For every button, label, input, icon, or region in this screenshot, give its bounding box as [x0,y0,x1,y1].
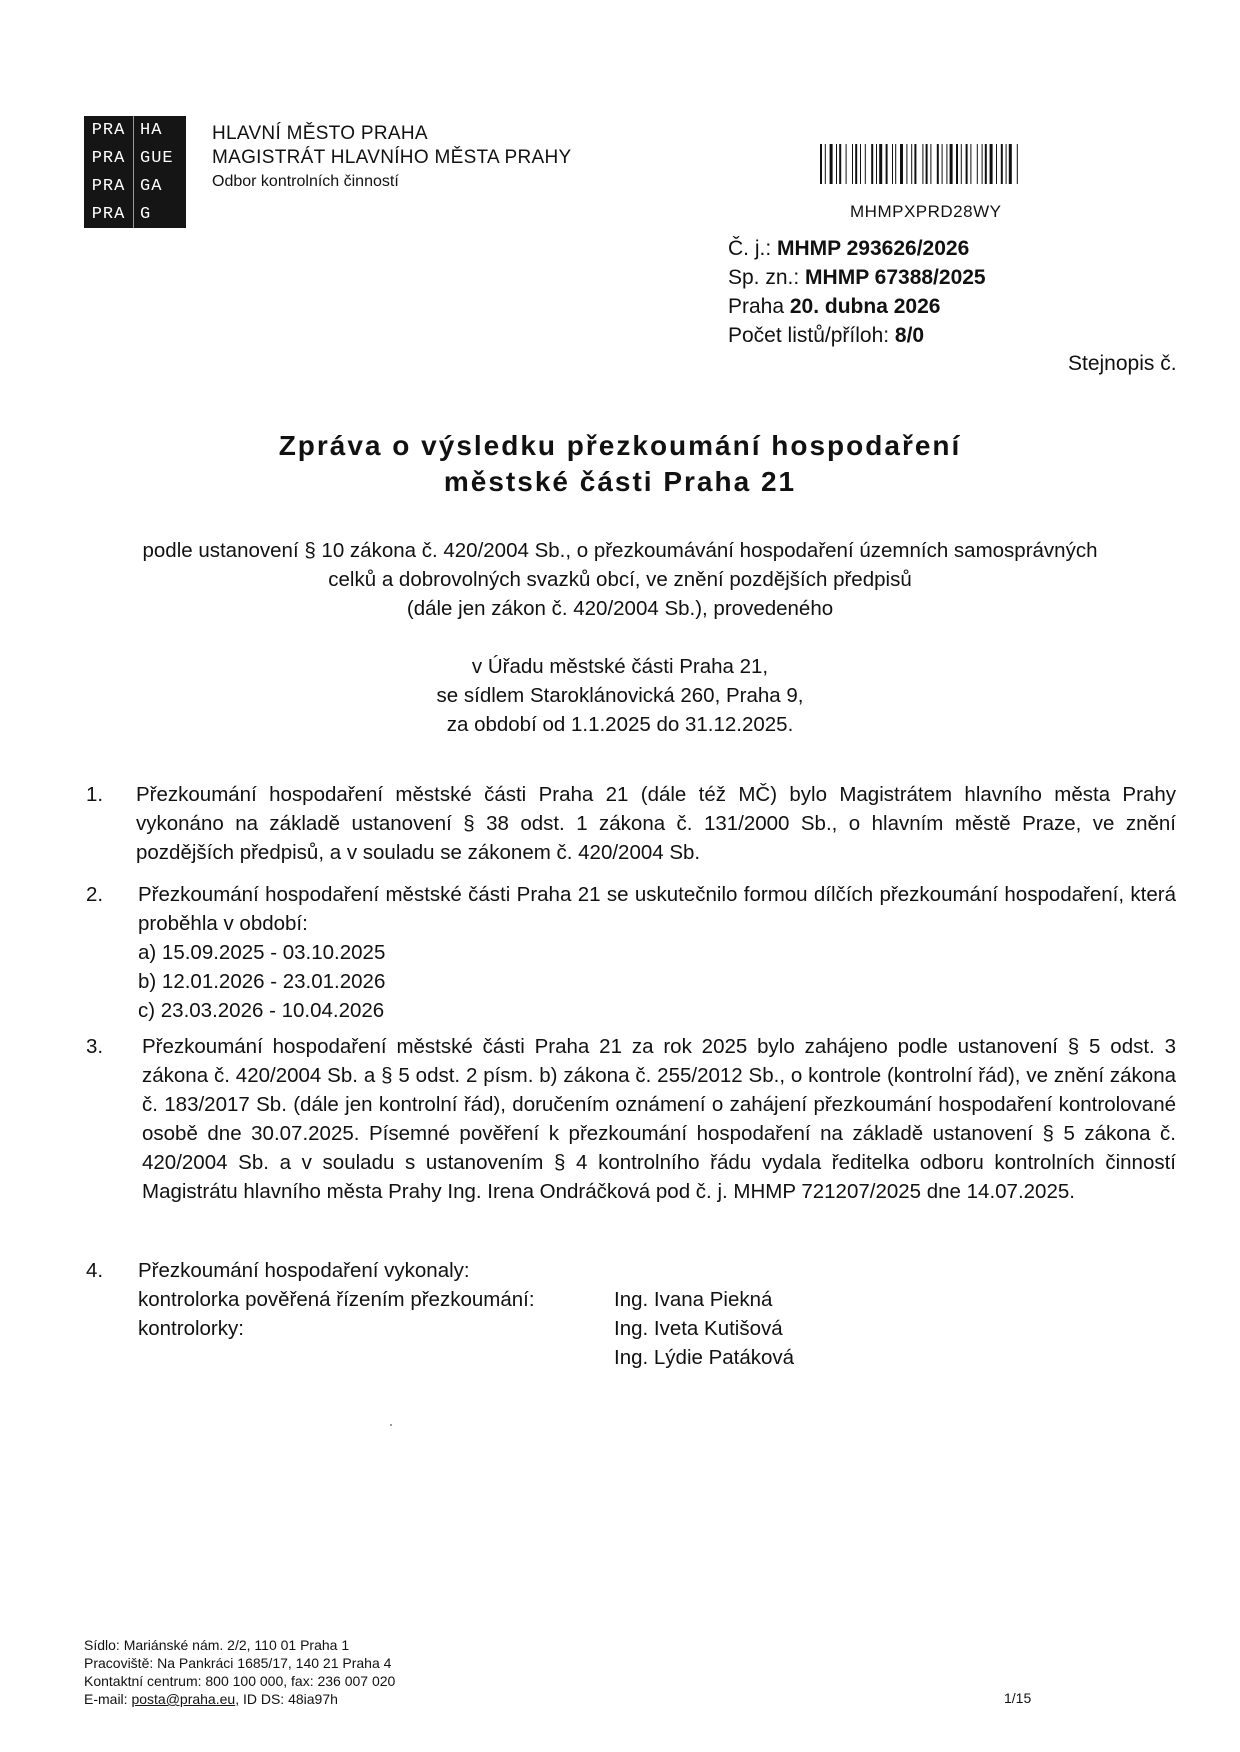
org-name: HLAVNÍ MĚSTO PRAHA [212,123,428,144]
document-title: Zpráva o výsledku přezkoumání hospodaření městské části Praha 21 [278,430,962,497]
footer-contacts: Sídlo: Mariánské nám. 2/2, 110 01 Praha 1 Pracoviště: Na Pankráci 1685/17, 140 21 Praha 4 Kontaktní centrum: 800 100 000, fax: 236 007 020 E-mail: posta@praha.eu, ID DS: 48ia97h [84,1637,396,1707]
barcode-icon [820,144,1077,184]
list-item: 3. Přezkoumání hospodaření městské části Praha 21 za rok 2025 bylo zahájeno podle ustanovení § 5 odst. 3 zákona č. 420/2004 Sb. a § 5 odst. 2 písm. b) zákona č. 255/2012 Sb., o kontrole (kontrolní řád), ve znění zákona č. 183/2017 Sb. (dále jen kontrolní řád), doručením oznámení o zahájení přezkoumání hospodaření kontrolované osobě dne 30.07.2025. Písemné pověření k přezkoumání hospodaření na základě ustanovení § 5 zákona č. 420/2004 Sb. a v souladu s ustanovením § 4 kontrolního řádu vydala ředitelka odboru kontrolních činností Magistrátu hlavního města Prahy Ing. Irena Ondráčková pod č. j. MHMP 721207/2025 dne 14.07.2025. [86,1035,1176,1203]
list-item: 2. Přezkoumání hospodaření městské části Praha 21 se uskutečnilo formou dílčích přezkoumání hospodaření, která proběhla v období: a) 15.09.2025 - 03.10.2025 b) 12.01.2026 - 23.01.2026 c) 23.03.2026 - 10.04.2026 [86,880,1176,1025]
org-magistrate: MAGISTRÁT HLAVNÍHO MĚSTA PRAHY [212,147,572,168]
reference-pages: Počet listů/příloh: 8/0 [728,324,925,347]
office-info: v Úřadu městské části Praha 21, se sídlem Staroklánovická 260, Praha 9, za období od 1.1.2025 do 31.12.2025. [436,655,804,736]
organization-header [212,122,572,194]
org-department: Odbor kontrolních činností [212,173,399,190]
list-item: 4. Přezkoumání hospodaření vykonaly: kontrolorka pověřená řízením přezkoumání: Ing. Ivana Piekná kontrolorky: Ing. Iveta Kutišová Ing. Lýdie Patáková [86,1256,1176,1372]
inspectors-table: kontrolorka pověřená řízením přezkoumání: Ing. Ivana Piekná kontrolorky: Ing. Iveta Kutišová Ing. Lýdie Patáková [138,1288,795,1369]
email-link[interactable]: posta@praha.eu [131,1691,236,1707]
reference-spzn: Sp. zn.: MHMP 67388/2025 [728,266,986,289]
list-item: 1. Přezkoumání hospodaření městské části Praha 21 (dále též MČ) bylo Magistrátem hlavního města Prahy vykonáno na základě ustanovení § 38 odst. 1 zákona č. 131/2000 Sb., o hlavním městě Praze, ve znění pozdějších předpisů, a v souladu se zákonem č. 420/2004 Sb. [86,783,1176,864]
legal-basis: podle ustanovení § 10 zákona č. 420/2004 Sb., o přezkoumávání hospodaření územních samosprávných celků a dobrovolných svazků obcí, ve znění pozdějších předpisů (dále jen zákon č. 420/2004 Sb.), provedeného [142,539,1098,620]
reference-cj: Č. j.: MHMP 293626/2026 [728,237,970,260]
page-number: 1/15 [1004,1690,1032,1706]
reference-block [728,234,986,350]
barcode-text: MHMPXPRD28WY [850,202,1002,221]
copy-number: Stejnopis č. [1068,352,1177,375]
review-periods: a) 15.09.2025 - 03.10.2025 b) 12.01.2026 - 23.01.2026 c) 23.03.2026 - 10.04.2026 [138,941,386,1022]
scan-dot [390,1424,392,1426]
prague-logo: PRA HA PRA GUE PRA GA PRA G [84,116,186,228]
reference-date: Praha 20. dubna 2026 [728,295,941,318]
